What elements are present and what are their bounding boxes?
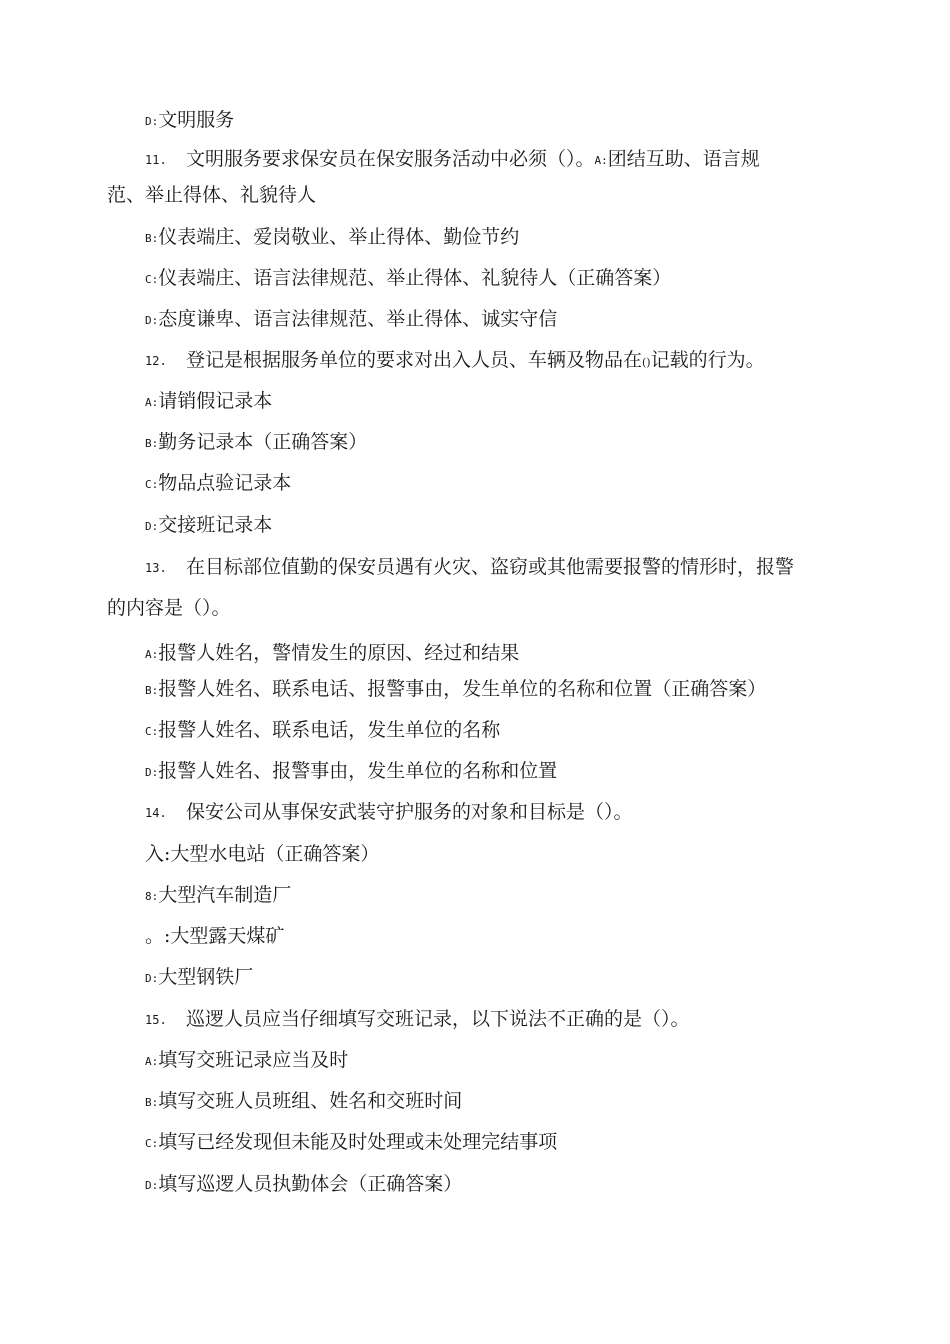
question-continuation: 范、举止得体、礼貌待人 [107, 184, 317, 206]
option-line: B:勤务记录本（正确答案） [145, 431, 368, 453]
option-line: 入:大型水电站（正确答案） [145, 843, 380, 865]
question-line: 15. 巡逻人员应当仔细填写交班记录，以下说法不正确的是（）。 [145, 1008, 690, 1030]
question-line: 14. 保安公司从事保安武装守护服务的对象和目标是（）。 [145, 801, 633, 823]
question-continuation: 的内容是（）。 [107, 597, 231, 619]
option-line: C:仪表端庄、语言法律规范、举止得体、礼貌待人（正确答案） [145, 267, 672, 289]
question-line: 11. 文明服务要求保安员在保安服务活动中必须（）。A:团结互助、语言规 [145, 148, 760, 170]
option-line: C:报警人姓名、联系电话，发生单位的名称 [145, 719, 501, 741]
option-line: 8:大型汽车制造厂 [145, 884, 292, 906]
option-line: A:请销假记录本 [145, 390, 273, 412]
question-line: 12. 登记是根据服务单位的要求对出入人员、车辆及物品在()记载的行为。 [145, 349, 765, 371]
option-line: D:文明服务 [145, 109, 235, 131]
option-line: 。:大型露天煤矿 [145, 925, 285, 947]
option-line: B:填写交班人员班组、姓名和交班时间 [145, 1090, 463, 1112]
option-line: D:报警人姓名、报警事由，发生单位的名称和位置 [145, 760, 558, 782]
option-line: A:填写交班记录应当及时 [145, 1049, 349, 1071]
option-line: B:报警人姓名、联系电话、报警事由，发生单位的名称和位置（正确答案） [145, 678, 767, 700]
option-line: C:填写已经发现但未能及时处理或未处理完结事项 [145, 1131, 558, 1153]
option-line: D:态度谦卑、语言法律规范、举止得体、诚实守信 [145, 308, 558, 330]
question-line: 13. 在目标部位值勤的保安员遇有火灾、盗窃或其他需要报警的情形时，报警 [145, 556, 795, 578]
option-line: C:物品点验记录本 [145, 472, 292, 494]
option-line: A:报警人姓名，警情发生的原因、经过和结果 [145, 642, 520, 664]
option-line: D:大型钢铁厂 [145, 966, 254, 988]
option-line: D:交接班记录本 [145, 514, 273, 536]
option-line: B:仪表端庄、爱岗敬业、举止得体、勤俭节约 [145, 226, 520, 248]
option-line: D:填写巡逻人员执勤体会（正确答案） [145, 1173, 463, 1195]
